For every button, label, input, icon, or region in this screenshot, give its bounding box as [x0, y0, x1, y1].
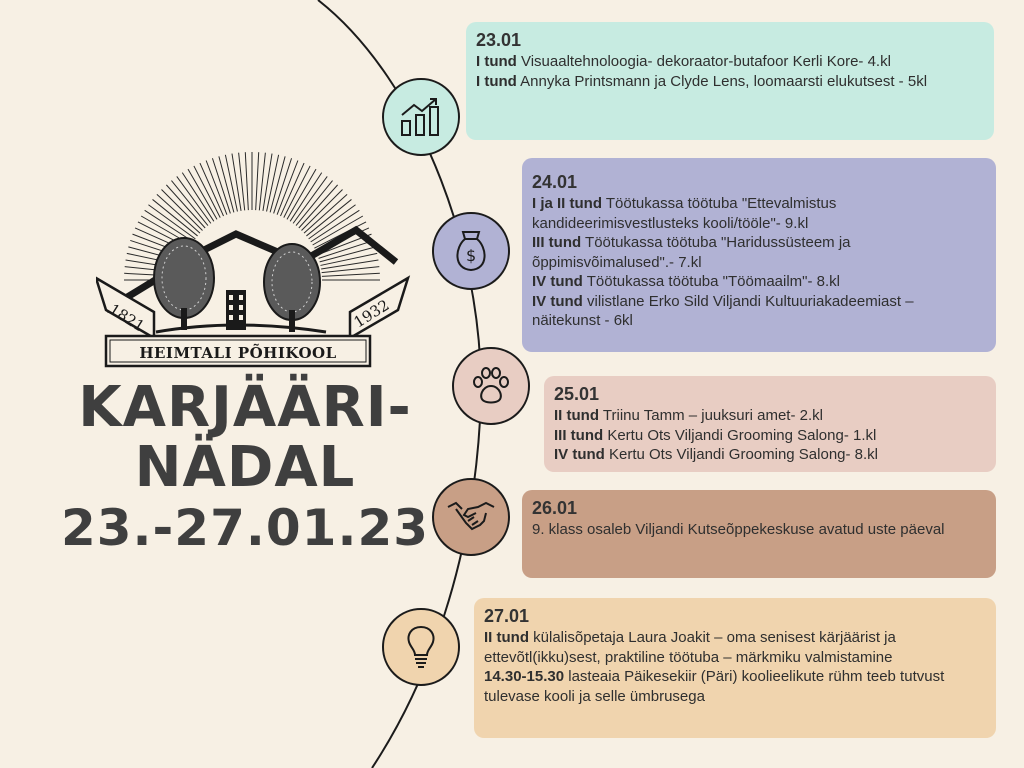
entry-text: Kertu Ots Viljandi Grooming Salong- 8.kl	[604, 446, 879, 463]
entry-text: Töötukassa töötuba "Haridussüsteem ja õppimisvõimalused".- 7.kl	[532, 234, 851, 271]
handshake-icon	[432, 478, 510, 556]
day-date: 24.01	[532, 172, 578, 192]
schedule-entry	[532, 233, 982, 272]
headline-dates: 23.-27.01.23	[60, 499, 430, 557]
day-card	[474, 598, 996, 738]
entry-text: lasteaia Päikesekiir (Päri) koolieelikute rühm teeb tutvust tulevase kooli ja selle ümbrusega	[484, 668, 945, 705]
day-date: 26.01	[532, 498, 578, 518]
entry-label: I ja II tund	[532, 195, 602, 212]
paw-icon	[452, 347, 530, 425]
svg-text:$: $	[466, 246, 477, 265]
entry-label: 14.30-15.30	[484, 668, 565, 685]
headline	[40, 375, 450, 558]
day-card	[544, 376, 996, 472]
school-name: HEIMTALI PÕHIKOOL	[139, 344, 337, 362]
entry-text: Annyka Printsmann ja Clyde Lens, loomaarsti elukutsest - 5kl	[516, 72, 928, 90]
schedule-entry	[532, 520, 982, 540]
schedule-entry	[532, 292, 982, 331]
light-bulb-icon	[382, 608, 460, 686]
schedule-entry	[554, 426, 982, 446]
day-date: 27.01	[484, 606, 530, 626]
entry-label: II tund	[484, 629, 529, 646]
entry-text: Töötukassa töötuba "Ettevalmistus kandideerimisvestlusteks kooli/tööle"- 9.kl	[532, 195, 837, 232]
entry-label: II tund	[554, 407, 599, 424]
schedule-entry	[554, 445, 982, 465]
year-right: 1932	[350, 295, 393, 332]
entry-text: Visuaaltehnoloogia- dekoraator-butafoor Kerli Kore- 4.kl	[516, 53, 891, 70]
sun-ray	[301, 189, 342, 230]
schedule-entry	[476, 72, 980, 92]
entry-label: III tund	[554, 426, 604, 444]
entry-text: Kertu Ots Viljandi Grooming Salong- 1.kl	[603, 426, 877, 444]
schedule-entry	[532, 194, 982, 233]
headline-line2: NÄDAL	[134, 435, 356, 500]
sun-ray	[200, 163, 224, 216]
day-card	[522, 158, 996, 352]
schedule-entry	[554, 406, 982, 426]
year-left: 1821	[105, 300, 148, 336]
sun-ray	[322, 273, 380, 276]
school-logo	[96, 150, 416, 372]
sun-ray	[256, 152, 259, 210]
sun-ray	[280, 163, 304, 216]
chart-growth-icon	[382, 78, 460, 156]
day-card	[522, 490, 996, 578]
entry-label: IV tund	[554, 446, 605, 463]
entry-label: I tund	[476, 72, 517, 90]
entry-label: I tund	[476, 53, 517, 70]
entry-text: Triinu Tamm – juuksuri amet- 2.kl	[599, 407, 823, 424]
sun-ray	[161, 189, 202, 230]
money-bag-icon	[432, 212, 510, 290]
entry-text: 9. klass osaleb Viljandi Kutseõppekeskuse avatud uste päeval	[532, 521, 945, 538]
day-card	[466, 22, 994, 140]
schedule-entry	[476, 52, 980, 72]
sun-ray	[245, 152, 248, 210]
entry-text: külalisõpetaja Laura Joakit – oma senisest kärjäärist ja ettevõtl(ikku)sest, praktiline töötuba – märkmiku valmistamine	[484, 629, 896, 666]
entry-label: IV tund	[532, 273, 583, 290]
day-date: 23.01	[476, 30, 522, 50]
day-date: 25.01	[554, 384, 600, 404]
entry-label: IV tund	[532, 292, 583, 310]
schedule-entry	[484, 628, 982, 667]
schedule-entry	[484, 667, 982, 706]
headline-line1: KARJÄÄRI-	[78, 375, 412, 440]
entry-text: vilistlane Erko Sild Viljandi Kultuuriakadeemiast – näitekunst - 6kl	[532, 292, 914, 329]
schedule-entry	[532, 272, 982, 292]
entry-text: Töötukassa töötuba "Töömaailm"- 8.kl	[582, 273, 840, 290]
entry-label: III tund	[532, 234, 582, 251]
